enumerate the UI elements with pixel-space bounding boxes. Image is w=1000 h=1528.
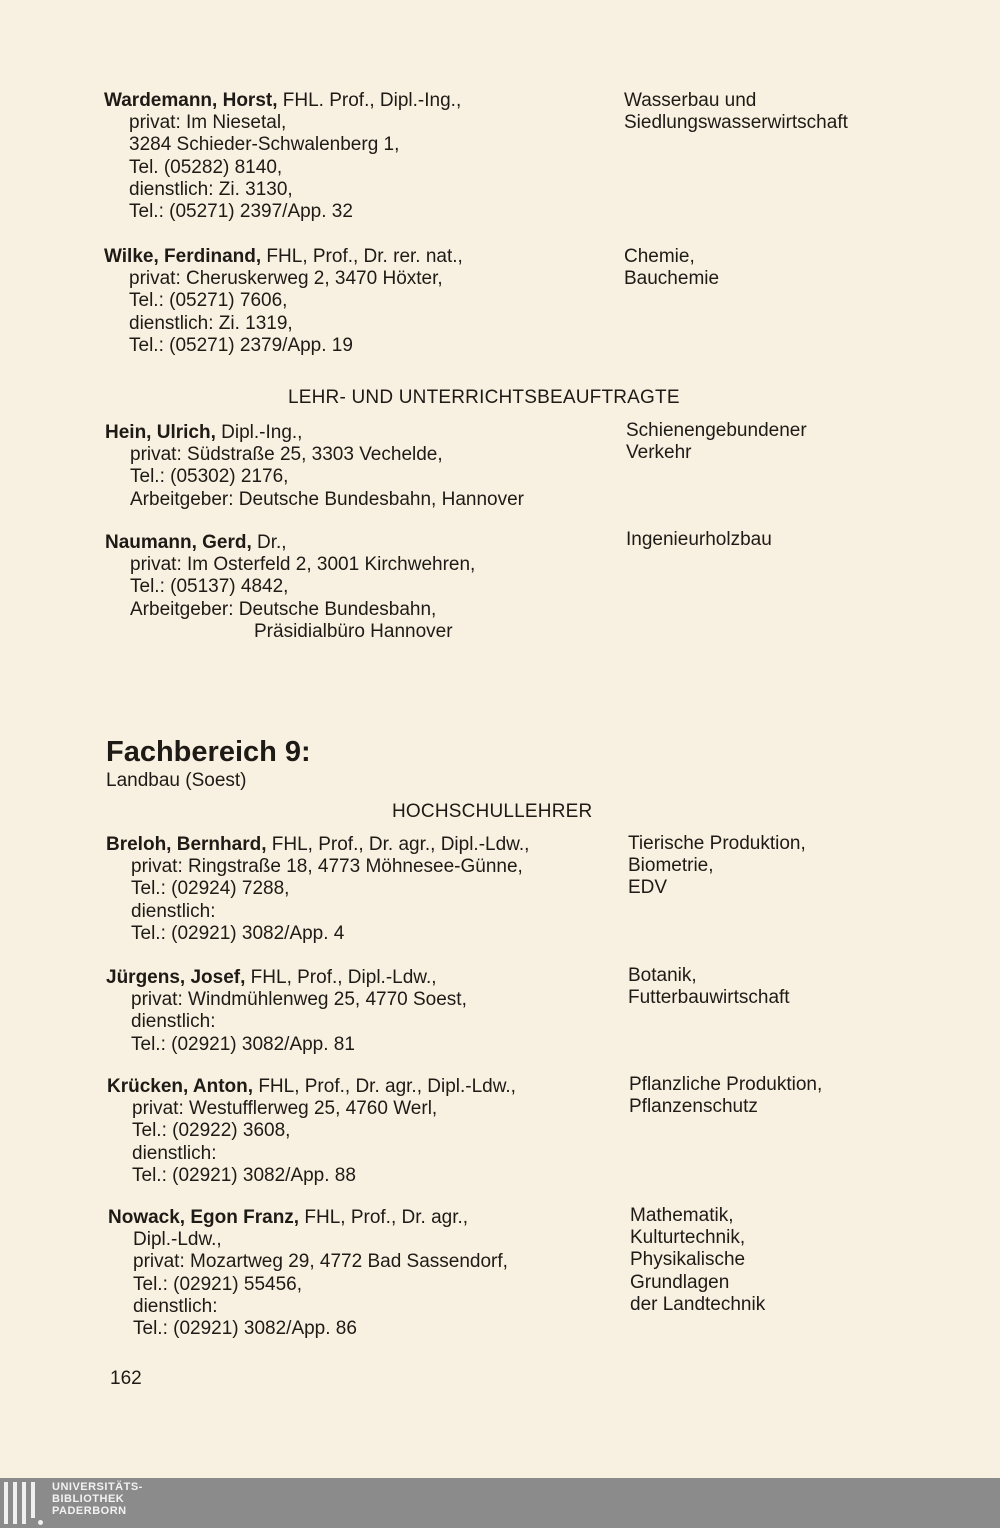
subject-area (628, 965, 968, 1009)
section-heading: HOCHSCHULLEHRER (392, 801, 593, 822)
person-line: dienstlich: (132, 1142, 217, 1164)
subject-line: Chemie, (624, 246, 695, 267)
subject-line: Verkehr (626, 442, 692, 464)
person-line: dienstlich: (131, 1011, 216, 1033)
subject-line: Wasserbau und (624, 90, 757, 111)
person-line: privat: Südstraße 25, 3303 Vechelde, (130, 444, 443, 466)
subject-line: Biometrie, (628, 855, 714, 877)
person-title: FHL, Prof., Dr. agr., (304, 1207, 469, 1228)
person-entry (104, 246, 624, 357)
person-line: privat: Ringstraße 18, 4773 Möhnesee-Günne, (131, 856, 523, 878)
person-line: Arbeitgeber: Deutsche Bundesbahn, (130, 598, 437, 620)
person-name: Hein, Ulrich, (105, 422, 216, 443)
library-name-line: BIBLIOTHEK (52, 1493, 125, 1505)
library-name (52, 1481, 143, 1517)
person-line: Tel.: (02921) 55456, (133, 1273, 303, 1295)
person-entry (105, 422, 625, 511)
person-name: Naumann, Gerd, (105, 532, 252, 553)
person-entry (105, 532, 625, 643)
person-line: dienstlich: (131, 900, 216, 922)
person-title: FHL, Prof., Dr. rer. nat., (266, 246, 463, 267)
person-line: privat: Westufflerweg 25, 4760 Werl, (132, 1098, 438, 1120)
person-title: FHL. Prof., Dipl.-Ing., (282, 90, 462, 111)
library-name-line: UNIVERSITÄTS- (52, 1481, 143, 1493)
subject-line: Mathematik, (630, 1205, 734, 1226)
subject-area (626, 529, 966, 551)
person-name: Jürgens, Josef, (106, 967, 246, 988)
person-entry (106, 967, 626, 1056)
person-title: FHL, Prof., Dr. agr., Dipl.-Ldw., (258, 1076, 516, 1097)
subject-line: Bauchemie (624, 268, 720, 290)
library-logo-icon (4, 1482, 44, 1524)
person-line: Tel.: (02922) 3608, (132, 1120, 291, 1142)
subject-line: Pflanzliche Produktion, (629, 1074, 823, 1095)
subject-line: Siedlungswasserwirtschaft (624, 112, 848, 134)
subject-line: Tierische Produktion, (628, 833, 806, 854)
subject-area (626, 420, 966, 464)
library-name-line: PADERBORN (52, 1505, 127, 1517)
person-line: Tel.: (02924) 7288, (131, 878, 290, 900)
subject-line: Kulturtechnik, (630, 1227, 746, 1249)
subject-area (628, 833, 968, 900)
subject-area (630, 1205, 970, 1316)
person-line: Tel.: (02921) 3082/App. 86 (133, 1318, 357, 1340)
subject-area (629, 1074, 969, 1118)
person-line: Tel.: (05271) 2379/App. 19 (129, 334, 353, 356)
person-line: Tel.: (05302) 2176, (130, 466, 289, 488)
subject-area (624, 90, 964, 134)
person-entry (104, 90, 624, 223)
person-line: privat: Mozartweg 29, 4772 Bad Sassendorf, (133, 1251, 508, 1273)
subject-line: Physikalische (630, 1249, 746, 1271)
person-line: Tel.: (02921) 3082/App. 4 (131, 922, 345, 944)
person-title: FHL, Prof., Dr. agr., Dipl.-Ldw., (271, 834, 530, 855)
person-line: Dipl.-Ldw., (133, 1229, 222, 1251)
person-name: Breloh, Bernhard, (106, 834, 267, 855)
person-line: privat: Im Niesetal, (129, 112, 287, 134)
person-line: dienstlich: Zi. 1319, (129, 312, 293, 334)
fachbereich-subtitle: Landbau (Soest) (106, 770, 247, 791)
person-name: Nowack, Egon Franz, (108, 1207, 300, 1228)
person-title: Dr., (257, 532, 287, 553)
person-line: privat: Im Osterfeld 2, 3001 Kirchwehren, (130, 554, 476, 576)
person-line: Tel.: (02921) 3082/App. 81 (131, 1033, 355, 1055)
person-line: Tel.: (02921) 3082/App. 88 (132, 1164, 356, 1186)
subject-line: Ingenieurholzbau (626, 529, 772, 550)
page-number: 162 (110, 1368, 142, 1389)
subject-line: Schienengebundener (626, 420, 807, 441)
subject-line: EDV (628, 877, 668, 899)
person-line: Tel. (05282) 8140, (129, 156, 283, 178)
fachbereich-title: Fachbereich 9: (106, 736, 311, 768)
person-line: Tel.: (05271) 7606, (129, 290, 288, 312)
person-entry (106, 834, 626, 945)
person-line: dienstlich: Zi. 3130, (129, 178, 293, 200)
person-entry (108, 1207, 628, 1340)
person-title: FHL, Prof., Dipl.-Ldw., (250, 967, 437, 988)
person-line: privat: Cheruskerweg 2, 3470 Höxter, (129, 268, 443, 290)
person-line: Arbeitgeber: Deutsche Bundesbahn, Hannover (130, 488, 524, 510)
library-footer (0, 1478, 1000, 1528)
person-line: dienstlich: (133, 1295, 218, 1317)
person-name: Krücken, Anton, (107, 1076, 254, 1097)
person-line: 3284 Schieder-Schwalenberg 1, (129, 134, 400, 156)
person-name: Wilke, Ferdinand, (104, 246, 262, 267)
subject-line: Futterbauwirtschaft (628, 987, 790, 1009)
person-name: Wardemann, Horst, (104, 90, 278, 111)
subject-line: Botanik, (628, 965, 697, 986)
person-line: Präsidialbüro Hannover (254, 620, 453, 642)
person-line: Tel.: (05137) 4842, (130, 576, 289, 598)
person-line: privat: Windmühlenweg 25, 4770 Soest, (131, 989, 467, 1011)
subject-area (624, 246, 964, 290)
person-entry (107, 1076, 627, 1187)
subject-line: Grundlagen (630, 1271, 730, 1293)
subject-line: der Landtechnik (630, 1293, 766, 1315)
person-line: Tel.: (05271) 2397/App. 32 (129, 201, 353, 223)
section-heading: LEHR- UND UNTERRICHTSBEAUFTRAGTE (288, 387, 680, 408)
subject-line: Pflanzenschutz (629, 1096, 758, 1118)
person-title: Dipl.-Ing., (221, 422, 303, 443)
